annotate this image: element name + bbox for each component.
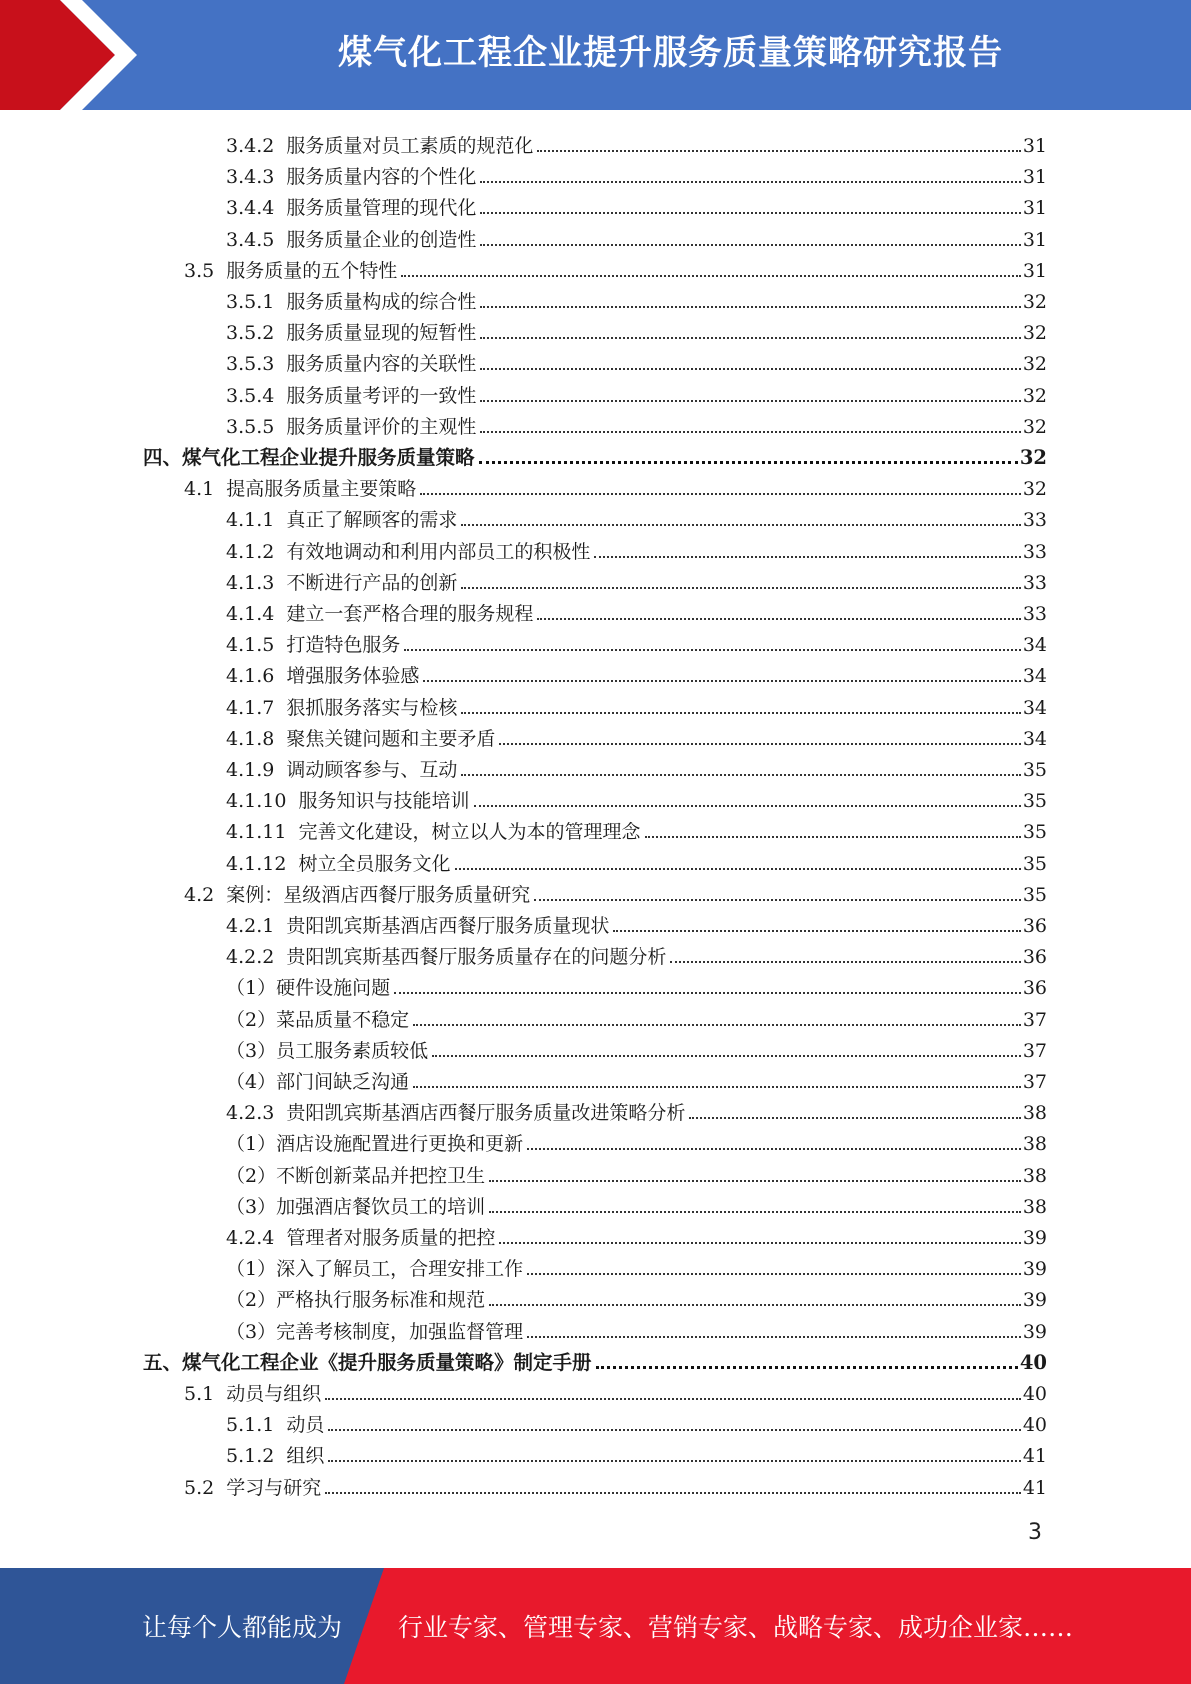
toc-entry-page: 34 [1022, 727, 1047, 750]
toc-entry-page: 41 [1022, 1445, 1047, 1468]
toc-entry[interactable] [226, 1002, 1047, 1033]
toc-entry-label: 3.5.2 服务质量显现的短暂性 [226, 322, 477, 345]
toc-leader-dots [527, 1335, 1021, 1338]
toc-entry-label: （2）菜品质量不稳定 [226, 1008, 410, 1031]
toc-entry-page: 39 [1022, 1289, 1047, 1312]
toc-leader-dots [527, 1272, 1021, 1275]
toc-entry[interactable] [226, 1438, 1047, 1469]
toc-leader-dots [423, 679, 1020, 682]
toc-entry-label: 四、煤气化工程企业提升服务质量策略 [143, 446, 475, 469]
toc-leader-dots [537, 149, 1020, 152]
toc-entry[interactable] [226, 1126, 1047, 1157]
toc-entry[interactable] [226, 939, 1047, 970]
toc-entry[interactable] [184, 253, 1047, 284]
toc-entry-page: 38 [1022, 1195, 1047, 1218]
toc-entry-label: 4.1.5 打造特色服务 [226, 634, 401, 657]
toc-leader-dots [474, 804, 1021, 807]
toc-entry-label: 4.1.10 服务知识与技能培训 [226, 790, 470, 813]
toc-entry[interactable] [226, 1064, 1047, 1095]
toc-entry[interactable] [226, 658, 1047, 689]
toc-entry[interactable] [226, 1033, 1047, 1064]
toc-entry-page: 31 [1022, 228, 1047, 251]
toc-entry-page: 33 [1022, 571, 1047, 594]
toc-leader-dots [489, 1210, 1021, 1213]
toc-leader-dots [480, 430, 1020, 433]
toc-entry-label: 5.1.1 动员 [226, 1414, 325, 1437]
toc-entry[interactable] [226, 534, 1047, 565]
toc-entry-label: 4.1.9 调动顾客参与、互动 [226, 759, 458, 781]
toc-entry[interactable] [226, 970, 1047, 1001]
toc-leader-dots [480, 367, 1020, 370]
toc-entry-page: 37 [1022, 1071, 1047, 1093]
toc-entry[interactable] [226, 690, 1047, 721]
toc-leader-dots [480, 305, 1020, 308]
toc-entry-page: 40 [1022, 1414, 1047, 1437]
toc-entry-page: 37 [1022, 1008, 1047, 1031]
toc-leader-dots [461, 773, 1020, 776]
toc-entry-label: 4.2.1 贵阳凯宾斯基酒店西餐厅服务质量现状 [226, 915, 610, 937]
toc-entry-page: 38 [1022, 1102, 1047, 1125]
toc-entry[interactable] [226, 222, 1047, 253]
toc-entry-label: 3.5.1 服务质量构成的综合性 [226, 291, 477, 313]
toc-entry[interactable] [226, 1407, 1047, 1438]
toc-entry-page: 36 [1022, 915, 1047, 937]
document-title: 煤气化工程企业提升服务质量策略研究报告 [338, 33, 1003, 73]
toc-leader-dots [489, 1179, 1021, 1182]
toc-entry-label: 五、煤气化工程企业《提升服务质量策略》制定手册 [143, 1350, 592, 1374]
toc-entry[interactable] [143, 1345, 1047, 1376]
toc-entry[interactable] [184, 1376, 1047, 1407]
toc-leader-dots [480, 399, 1020, 402]
toc-leader-dots [420, 492, 1021, 495]
toc-entry[interactable] [226, 159, 1047, 190]
toc-entry[interactable] [226, 1251, 1047, 1282]
toc-entry-label: 3.4.3 服务质量内容的个性化 [226, 166, 477, 189]
toc-entry-page: 35 [1022, 790, 1047, 813]
toc-entry[interactable] [226, 783, 1047, 814]
toc-leader-dots [689, 1116, 1020, 1119]
toc-entry-label: 3.5.3 服务质量内容的关联性 [226, 353, 477, 376]
toc-leader-dots [404, 648, 1020, 651]
footer-slogan-left: 让每个人都能成为 [142, 1613, 343, 1642]
toc-leader-dots [480, 180, 1020, 183]
toc-entry[interactable] [226, 1189, 1047, 1220]
toc-entry-page: 35 [1022, 883, 1047, 906]
toc-entry-label: （1）深入了解员工，合理安排工作 [226, 1258, 524, 1281]
toc-leader-dots [461, 711, 1020, 714]
toc-entry[interactable] [226, 1282, 1047, 1313]
toc-entry-page: 36 [1022, 977, 1047, 1000]
toc-entry-label: 3.5.4 服务质量考评的一致性 [226, 384, 477, 407]
toc-entry[interactable] [143, 440, 1047, 471]
toc-entry-page: 40 [1022, 1383, 1047, 1405]
toc-entry[interactable] [226, 346, 1047, 377]
toc-entry[interactable] [184, 877, 1047, 908]
toc-entry-label: 4.1.7 狠抓服务落实与检核 [226, 696, 458, 719]
toc-leader-dots [480, 336, 1020, 339]
toc-leader-dots [328, 1428, 1020, 1431]
toc-entry-page: 35 [1022, 759, 1047, 781]
toc-entry-page: 37 [1022, 1039, 1047, 1062]
toc-entry-label: （1）硬件设施问题 [226, 977, 391, 1000]
toc-entry[interactable] [226, 1314, 1047, 1345]
toc-entry-page: 36 [1022, 946, 1047, 969]
toc-leader-dots [479, 460, 1018, 464]
toc-entry-page: 31 [1022, 135, 1047, 157]
toc-entry-label: 4.2.3 贵阳凯宾斯基酒店西餐厅服务质量改进策略分析 [226, 1102, 686, 1125]
toc-leader-dots [596, 1365, 1018, 1369]
toc-leader-dots [537, 617, 1020, 620]
toc-entry-page: 33 [1022, 509, 1047, 532]
toc-entry-label: 3.4.2 服务质量对员工素质的规范化 [226, 135, 534, 157]
toc-entry-label: 4.1.2 有效地调动和利用内部员工的积极性 [226, 540, 591, 563]
toc-entry-page: 39 [1022, 1258, 1047, 1281]
toc-entry-page: 34 [1022, 696, 1047, 719]
toc-entry[interactable] [226, 596, 1047, 627]
toc-entry-label: （1）酒店设施配置进行更换和更新 [226, 1133, 524, 1156]
toc-entry-page: 35 [1022, 852, 1047, 875]
toc-entry-page: 32 [1019, 446, 1047, 469]
toc-entry[interactable] [226, 190, 1047, 221]
toc-entry-page: 33 [1022, 540, 1047, 563]
toc-entry-label: 4.1.4 建立一套严格合理的服务规程 [226, 603, 534, 625]
page-header [0, 0, 1191, 110]
toc-entry-page: 39 [1022, 1320, 1047, 1343]
toc-entry[interactable] [226, 752, 1047, 783]
toc-entry-label: （2）不断创新菜品并把控卫生 [226, 1164, 486, 1187]
toc-entry-page: 34 [1022, 665, 1047, 688]
toc-entry-label: （3）完善考核制度，加强监督管理 [226, 1320, 524, 1343]
toc-entry-label: （3）员工服务素质较低 [226, 1039, 429, 1062]
toc-entry[interactable] [226, 846, 1047, 877]
toc-entry-page: 32 [1022, 353, 1047, 376]
toc-entry-page: 32 [1022, 415, 1047, 438]
toc-entry-label: （2）严格执行服务标准和规范 [226, 1289, 486, 1312]
page-number: 3 [1028, 1520, 1042, 1545]
toc-entry[interactable] [184, 1470, 1047, 1501]
toc-leader-dots [499, 1241, 1020, 1244]
toc-leader-dots [489, 1303, 1021, 1306]
toc-entry-label: （3）加强酒店餐饮员工的培训 [226, 1195, 486, 1218]
toc-entry-label: 4.1.12 树立全员服务文化 [226, 852, 451, 875]
toc-leader-dots [499, 742, 1020, 745]
toc-entry[interactable] [226, 1220, 1047, 1251]
toc-entry-page: 32 [1022, 291, 1047, 313]
toc-leader-dots [394, 991, 1021, 994]
toc-entry[interactable] [226, 814, 1047, 845]
toc-entry-page: 38 [1022, 1164, 1047, 1187]
toc-entry-page: 31 [1022, 197, 1047, 220]
toc-entry-page: 32 [1022, 322, 1047, 345]
toc-leader-dots [325, 1397, 1021, 1400]
toc-leader-dots [480, 243, 1020, 246]
toc-entry-page: 38 [1022, 1133, 1047, 1156]
toc-entry[interactable] [226, 502, 1047, 533]
toc-entry-label: 3.4.4 服务质量管理的现代化 [226, 197, 477, 220]
toc-leader-dots [645, 835, 1021, 838]
toc-entry-page: 32 [1022, 478, 1047, 501]
toc-leader-dots [480, 211, 1020, 214]
toc-entry[interactable] [226, 315, 1047, 346]
toc-entry-label: 4.2.4 管理者对服务质量的把控 [226, 1227, 496, 1249]
page-footer [0, 1568, 1191, 1684]
toc-entry-label: （4）部门间缺乏沟通 [226, 1071, 410, 1093]
toc-entry[interactable] [184, 471, 1047, 502]
toc-entry-label: 3.5 服务质量的五个特性 [184, 259, 398, 282]
toc-entry[interactable] [226, 284, 1047, 315]
toc-leader-dots [534, 898, 1021, 901]
toc-entry[interactable] [226, 908, 1047, 939]
toc-leader-dots [432, 1054, 1021, 1057]
toc-entry[interactable] [226, 378, 1047, 409]
toc-leader-dots [413, 1023, 1021, 1026]
toc-entry-label: 4.1.8 聚焦关键问题和主要矛盾 [226, 727, 496, 750]
toc-leader-dots [461, 523, 1020, 526]
toc-entry-page: 40 [1019, 1350, 1047, 1374]
footer-slogan-right: 行业专家、管理专家、营销专家、战略专家、成功企业家…… [398, 1613, 1074, 1642]
toc-entry-label: 4.1 提高服务质量主要策略 [184, 478, 417, 501]
toc-entry-label: 3.4.5 服务质量企业的创造性 [226, 228, 477, 251]
toc-entry-label: 4.2.2 贵阳凯宾斯基西餐厅服务质量存在的问题分析 [226, 946, 667, 969]
toc-entry[interactable] [226, 565, 1047, 596]
toc-entry-label: 5.2 学习与研究 [184, 1476, 322, 1499]
toc-leader-dots [527, 1147, 1021, 1150]
header-arrow-decoration [0, 0, 160, 110]
toc-entry-label: 4.1.3 不断进行产品的创新 [226, 571, 458, 594]
toc-entry-label: 4.1.6 增强服务体验感 [226, 665, 420, 688]
toc-entry-page: 31 [1022, 166, 1047, 189]
toc-entry-label: 4.1.1 真正了解顾客的需求 [226, 509, 458, 532]
toc-entry-page: 32 [1022, 384, 1047, 407]
toc-entry[interactable] [226, 721, 1047, 752]
toc-entry-label: 3.5.5 服务质量评价的主观性 [226, 415, 477, 438]
toc-entry-label: 5.1.2 组织 [226, 1445, 325, 1468]
toc-leader-dots [613, 929, 1020, 932]
toc-leader-dots [413, 1085, 1021, 1088]
toc-entry[interactable] [226, 128, 1047, 159]
toc-entry-label: 5.1 动员与组织 [184, 1383, 322, 1405]
toc-entry[interactable] [226, 409, 1047, 440]
toc-entry[interactable] [226, 627, 1047, 658]
toc-leader-dots [594, 555, 1020, 558]
toc-entry[interactable] [226, 1095, 1047, 1126]
toc-entry-page: 41 [1022, 1476, 1047, 1499]
toc-entry-label: 4.2 案例：星级酒店西餐厅服务质量研究 [184, 883, 531, 906]
toc-leader-dots [401, 274, 1021, 277]
toc-entry-page: 39 [1022, 1227, 1047, 1249]
toc-entry-label: 4.1.11 完善文化建设，树立以人为本的管理理念 [226, 821, 641, 844]
toc-entry-page: 33 [1022, 603, 1047, 625]
toc-entry-page: 34 [1022, 634, 1047, 657]
toc-leader-dots [670, 960, 1020, 963]
toc-entry[interactable] [226, 1158, 1047, 1189]
toc-leader-dots [325, 1491, 1021, 1494]
toc-entry-page: 31 [1022, 259, 1047, 282]
toc-entry-page: 35 [1022, 821, 1047, 844]
toc-leader-dots [461, 586, 1020, 589]
toc-leader-dots [328, 1459, 1020, 1462]
toc-leader-dots [455, 867, 1021, 870]
